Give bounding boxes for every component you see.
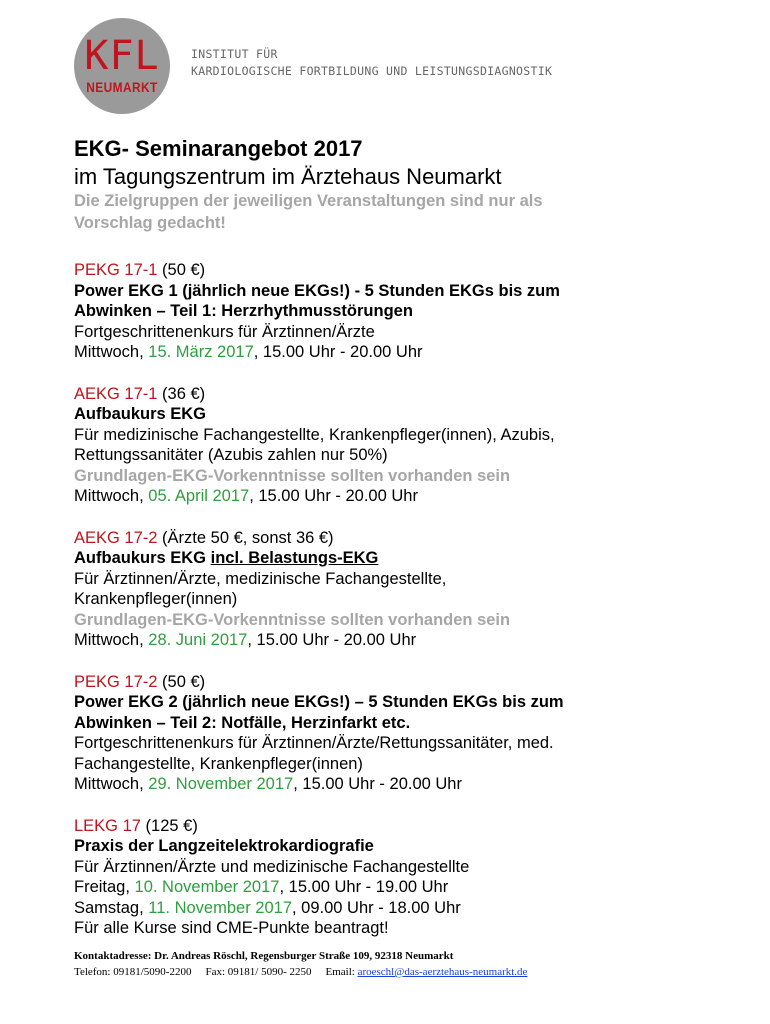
institute-line-1: INSTITUT FÜR bbox=[191, 47, 278, 61]
date-time: , 15.00 Uhr - 19.00 Uhr bbox=[279, 878, 449, 896]
contact-line bbox=[74, 964, 527, 980]
course-price: (50 €) bbox=[157, 672, 206, 691]
date-prefix: Samstag, bbox=[74, 898, 149, 917]
course-target: Fortgeschrittenenkurs für Ärztinnen/Ärzte bbox=[74, 322, 375, 341]
course-lekg-17 bbox=[74, 816, 714, 939]
page-title: EKG- Seminarangebot 2017 bbox=[74, 136, 363, 161]
course-aekg-17-1 bbox=[74, 384, 714, 507]
date-value: 05. April 2017 bbox=[148, 487, 250, 505]
date-time: , 09.00 Uhr - 18.00 Uhr bbox=[292, 898, 461, 917]
date-value: 28. Juni 2017 bbox=[148, 631, 248, 649]
date-prefix: Freitag, bbox=[74, 878, 135, 896]
course-target-line-2: Krankenpfleger(innen) bbox=[74, 590, 238, 608]
course-date bbox=[74, 630, 714, 651]
course-price: (50 €) bbox=[157, 261, 206, 279]
footer bbox=[74, 948, 527, 980]
course-price: (36 €) bbox=[157, 384, 206, 403]
course-code: AEKG 17-2 bbox=[74, 528, 158, 547]
course-code: LEKG 17 bbox=[74, 816, 141, 835]
course-header bbox=[74, 260, 714, 281]
course-title: Praxis der Langzeitelektrokardiografie bbox=[74, 837, 374, 855]
course-target: Für Ärztinnen/Ärzte und medizinische Fachangestellte bbox=[74, 857, 470, 876]
note-line-2: Vorschlag gedacht! bbox=[74, 214, 226, 232]
course-title-line-2: Abwinken – Teil 2: Notfälle, Herzinfarkt etc. bbox=[74, 713, 411, 732]
fax-number: Fax: 09181/ 5090- 2250 bbox=[205, 966, 312, 978]
course-title-line-2: Abwinken – Teil 1: Herzrhythmusstörungen bbox=[74, 302, 413, 320]
course-date bbox=[74, 486, 714, 507]
date-prefix: Mittwoch, bbox=[74, 775, 149, 793]
course-code: PEKG 17-2 bbox=[74, 672, 158, 691]
course-target-line-1: Für Ärztinnen/Ärzte, medizinische Fachangestellte, bbox=[74, 569, 447, 588]
course-date-2 bbox=[74, 898, 714, 919]
course-pekg-17-2 bbox=[74, 672, 714, 795]
date-time: , 15.00 Uhr - 20.00 Uhr bbox=[247, 631, 417, 649]
course-target-line-1: Für medizinische Fachangestellte, Krankenpfleger(innen), Azubis, bbox=[74, 425, 555, 444]
date-value: 11. November 2017 bbox=[148, 898, 292, 917]
date-value: 10. November 2017 bbox=[134, 878, 280, 896]
course-price: (Ärzte 50 €, sonst 36 €) bbox=[157, 528, 334, 547]
course-requirement: Grundlagen-EKG-Vorkenntnisse sollten vorhanden sein bbox=[74, 610, 511, 629]
course-pekg-17-1 bbox=[74, 260, 714, 363]
cme-note: Für alle Kurse sind CME-Punkte beantragt! bbox=[74, 919, 389, 937]
date-value: 29. November 2017 bbox=[148, 775, 294, 793]
institute-line-2: KARDIOLOGISCHE FORTBILDUNG UND LEISTUNGSDIAGNOSTIK bbox=[191, 64, 553, 78]
course-code: AEKG 17-1 bbox=[74, 384, 158, 403]
course-header bbox=[74, 384, 714, 405]
course-title: Aufbaukurs EKG bbox=[74, 405, 207, 423]
date-time: , 15.00 Uhr - 20.00 Uhr bbox=[253, 343, 423, 361]
course-title bbox=[74, 548, 714, 569]
course-title-text: Aufbaukurs EKG bbox=[74, 549, 211, 567]
email-label: Email: bbox=[325, 966, 358, 978]
course-header bbox=[74, 672, 714, 693]
course-date bbox=[74, 774, 714, 795]
course-target-line-2: Fachangestellte, Krankenpfleger(innen) bbox=[74, 754, 363, 773]
note-line-1: Die Zielgruppen der jeweiligen Veranstaltungen sind nur als bbox=[74, 192, 543, 210]
phone-number: Telefon: 09181/5090-2200 bbox=[74, 966, 192, 978]
course-header bbox=[74, 528, 714, 549]
course-header bbox=[74, 816, 714, 837]
course-price: (125 €) bbox=[140, 816, 198, 835]
course-date bbox=[74, 342, 714, 363]
date-prefix: Mittwoch, bbox=[74, 631, 149, 649]
document-body bbox=[74, 134, 714, 939]
page-subtitle: im Tagungszentrum im Ärztehaus Neumarkt bbox=[74, 164, 502, 189]
course-date-1 bbox=[74, 877, 714, 898]
date-value: 15. März 2017 bbox=[148, 343, 254, 361]
course-target-line-1: Fortgeschrittenenkurs für Ärztinnen/Ärzte/Rettungssanitäter, med. bbox=[74, 734, 554, 752]
course-title-line-1: Power EKG 1 (jährlich neue EKGs!) - 5 Stunden EKGs bis zum bbox=[74, 281, 560, 300]
email-link[interactable]: aroeschl@das-aerztehaus-neumarkt.de bbox=[357, 966, 528, 978]
course-aekg-17-2 bbox=[74, 528, 714, 651]
course-title-line-1: Power EKG 2 (jährlich neue EKGs!) – 5 Stunden EKGs bis zum bbox=[74, 693, 564, 711]
target-group-note bbox=[74, 190, 714, 234]
course-requirement: Grundlagen-EKG-Vorkenntnisse sollten vorhanden sein bbox=[74, 466, 511, 485]
course-code: PEKG 17-1 bbox=[74, 261, 158, 279]
contact-address: Kontaktadresse: Dr. Andreas Röschl, Regensburger Straße 109, 92318 Neumarkt bbox=[74, 950, 454, 962]
kfl-logo bbox=[74, 18, 170, 114]
logo-letters: KFL bbox=[84, 33, 160, 79]
date-prefix: Mittwoch, bbox=[74, 343, 149, 361]
logo-city: NEUMARKT bbox=[86, 79, 158, 95]
date-time: , 15.00 Uhr - 20.00 Uhr bbox=[293, 775, 462, 793]
date-prefix: Mittwoch, bbox=[74, 487, 149, 505]
course-title-underlined: incl. Belastungs-EKG bbox=[210, 549, 379, 567]
course-target-line-2: Rettungssanitäter (Azubis zahlen nur 50%) bbox=[74, 446, 388, 464]
institute-name bbox=[191, 46, 552, 80]
date-time: , 15.00 Uhr - 20.00 Uhr bbox=[249, 487, 418, 505]
